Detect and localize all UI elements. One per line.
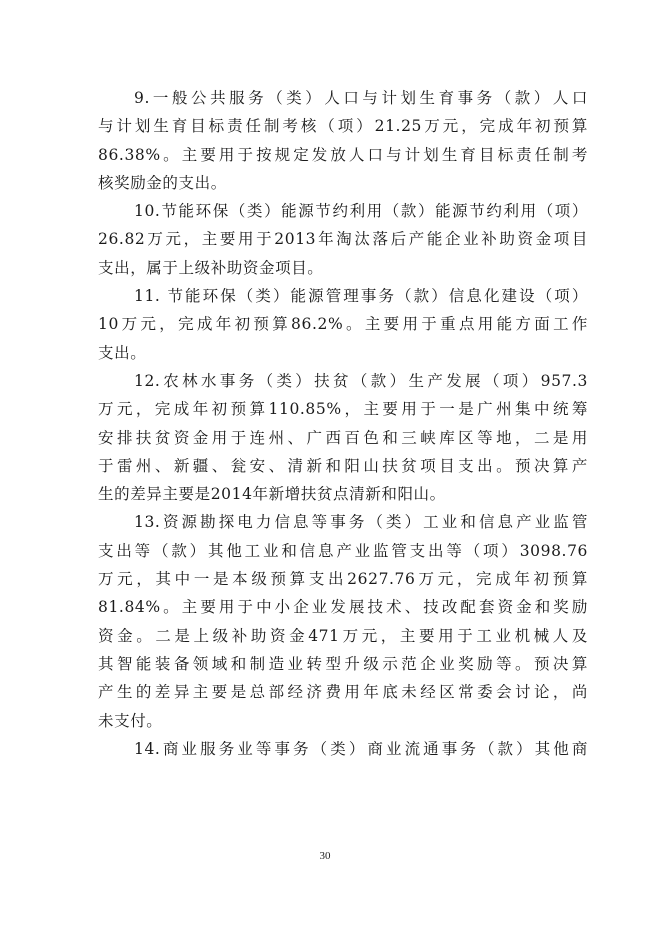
text-line: 13.资源勘探电力信息等事务（类）工业和信息产业监管 <box>134 513 588 532</box>
text-line: 未支付。 <box>98 711 163 730</box>
text-line: 9.一般公共服务（类）人口与计划生育事务（款）人口 <box>134 89 588 107</box>
text-line: 万元，完成年初预算110.85%，主要用于一是广州集中统筹 <box>98 400 588 419</box>
text-line: 支出，属于上级补助资金项目。 <box>98 258 324 277</box>
body-text <box>98 84 588 763</box>
paragraph-item-9 <box>98 84 588 197</box>
text-line: 资金。二是上级补助资金471万元，主要用于工业机械人及 <box>98 626 588 645</box>
text-line: 11. 节能环保（类）能源管理事务（款）信息化建设（项） <box>134 287 588 306</box>
paragraph-item-13 <box>98 508 588 734</box>
text-line: 生的差异主要是2014年新增扶贫点清新和阳山。 <box>98 485 446 504</box>
text-line: 86.38%。主要用于按规定发放人口与计划生育目标责任制考 <box>98 145 588 164</box>
text-line: 安排扶贫资金用于连州、广西百色和三峡库区等地，二是用 <box>98 428 588 447</box>
text-line: 10.节能环保（类）能源节约利用（款）能源节约利用（项） <box>134 202 588 221</box>
text-line: 于雷州、新疆、瓮安、清新和阳山扶贫项目支出。预决算产 <box>98 456 588 475</box>
text-line: 81.84%。主要用于中小企业发展技术、技改配套资金和奖励 <box>98 598 588 617</box>
text-line: 其智能装备领域和制造业转型升级示范企业奖励等。预决算 <box>98 654 588 673</box>
page-number: 30 <box>319 850 331 862</box>
text-line: 与计划生育目标责任制考核（项）21.25万元，完成年初预算 <box>98 117 588 136</box>
text-line: 支出。 <box>98 343 147 362</box>
text-line: 支出等（款）其他工业和信息产业监管支出等（项）3098.76 <box>98 541 588 560</box>
text-line: 14.商业服务业等事务（类）商业流通事务（款）其他商 <box>134 739 588 758</box>
text-line: 12.农林水事务（类）扶贫（款）生产发展（项）957.3 <box>134 371 588 390</box>
paragraph-item-14 <box>98 735 588 763</box>
text-line: 万元，其中一是本级预算支出2627.76万元，完成年初预算 <box>98 570 588 589</box>
text-line: 核奖励金的支出。 <box>98 173 227 192</box>
paragraph-item-11 <box>98 282 588 367</box>
paragraph-item-12 <box>98 367 588 508</box>
text-line: 产生的差异主要是总部经济费用年底未经区常委会讨论，尚 <box>98 683 588 702</box>
text-line: 10万元，完成年初预算86.2%。主要用于重点用能方面工作 <box>98 315 588 334</box>
text-line: 26.82万元，主要用于2013年淘汰落后产能企业补助资金项目 <box>98 230 588 249</box>
paragraph-item-10 <box>98 197 588 282</box>
